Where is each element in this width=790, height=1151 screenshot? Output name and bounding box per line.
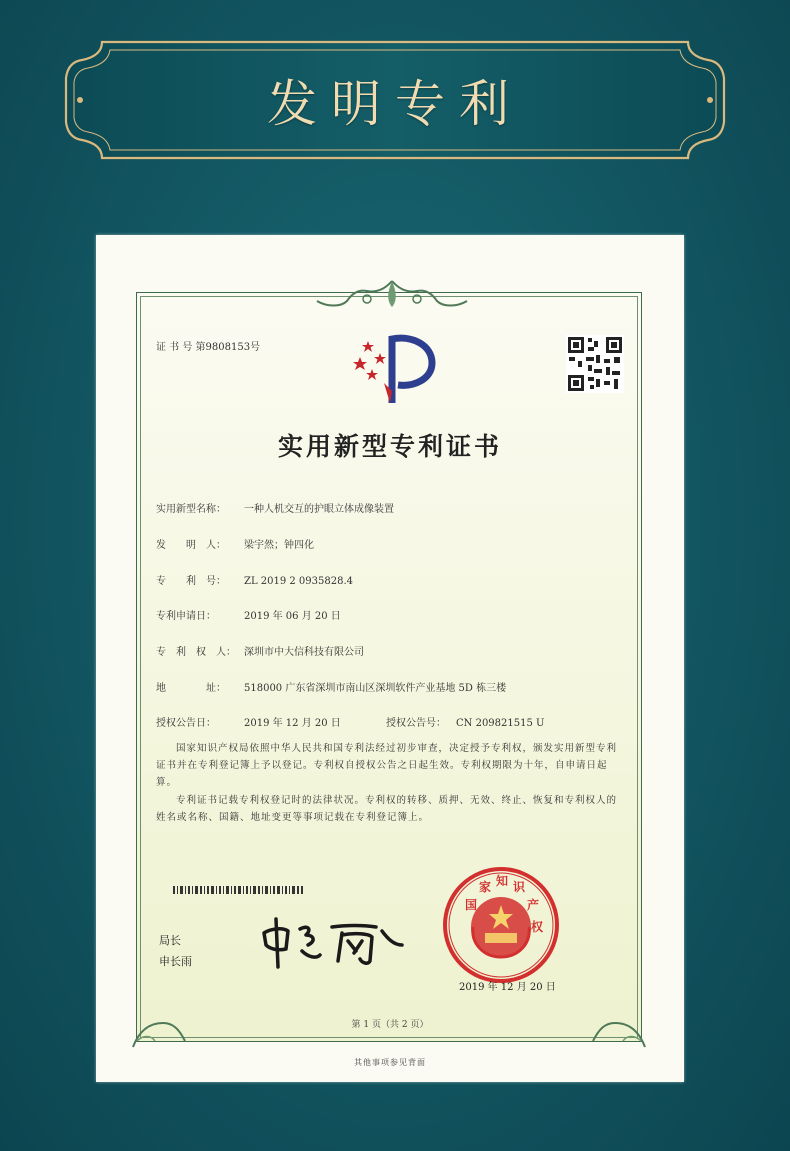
director-signature-icon xyxy=(256,915,406,971)
director-name: 申长雨 xyxy=(159,955,192,968)
svg-text:国: 国 xyxy=(465,898,478,912)
page-number: 第 1 页（共 2 页） xyxy=(351,1020,429,1030)
field-value: ZL 2019 2 0935828.4 xyxy=(244,576,354,587)
banner-title: 发明专利 xyxy=(267,75,523,133)
field-label: 专利申请日： xyxy=(156,611,216,622)
legal-paragraph-1: 国家知识产权局依照中华人民共和国专利法经过初步审查，决定授予专利权，颁发实用新型专利证书并在专利登记簿上予以登记。专利权自授权公告之日起生效。专利权期限为十年，自申请日起算。 xyxy=(156,743,618,788)
certificate-paper xyxy=(96,235,684,1082)
top-ornament-icon xyxy=(307,277,477,311)
field-value: 一种人机交互的护眼立体成像装置 xyxy=(244,504,394,515)
field-label: 发 明 人： xyxy=(156,540,226,551)
field-row-inventors xyxy=(156,536,314,551)
qr-code-icon xyxy=(566,335,624,393)
field-row-grant xyxy=(156,714,544,729)
field-label: 实用新型名称： xyxy=(156,504,226,515)
legal-paragraph-2: 专利证书记载专利权登记时的法律状况。专利权的转移、质押、无效、终止、恢复和专利权人的姓名或名称、国籍、地址变更等事项记载在专利登记簿上。 xyxy=(156,795,618,823)
field-value: 深圳市中大信科技有限公司 xyxy=(244,647,364,658)
seal-date: 2019 年 12 月 20 日 xyxy=(459,982,556,993)
field-value: 梁宇然；钟四化 xyxy=(244,540,314,551)
grant-date-value: 2019 年 12 月 20 日 xyxy=(244,718,341,729)
certificate-title: 实用新型专利证书 xyxy=(277,432,502,461)
certificate-number: 证 书 号 第9808153号 xyxy=(156,342,261,353)
field-label: 专 利 权 人： xyxy=(156,647,236,658)
svg-text:产: 产 xyxy=(527,898,540,912)
barcode-icon xyxy=(173,886,303,894)
grant-number-label: 授权公告号： xyxy=(386,718,446,729)
grant-number-value: CN 209821515 U xyxy=(456,718,545,729)
field-value: 518000 广东省深圳市南山区深圳软件产业基地 5D 栋三楼 xyxy=(244,683,507,694)
field-row-patentee xyxy=(156,643,364,658)
footnote: 其他事项参见背面 xyxy=(354,1058,426,1067)
grant-date-label: 授权公告日： xyxy=(156,718,216,729)
patent-office-logo-icon xyxy=(346,331,442,407)
svg-text:知: 知 xyxy=(496,874,509,888)
field-row-name xyxy=(156,500,394,515)
field-value: 2019 年 06 月 20 日 xyxy=(244,611,341,622)
field-row-address xyxy=(156,679,506,694)
field-row-application-date xyxy=(156,607,341,622)
field-label: 地 址： xyxy=(156,683,226,694)
official-seal-icon xyxy=(441,865,561,985)
title-banner xyxy=(62,38,728,162)
svg-text:识: 识 xyxy=(513,880,526,894)
field-label: 专 利 号： xyxy=(156,576,226,587)
svg-text:家: 家 xyxy=(479,880,492,894)
svg-text:权: 权 xyxy=(531,920,544,934)
field-row-patent-number xyxy=(156,572,353,587)
director-title: 局长 xyxy=(159,934,181,947)
